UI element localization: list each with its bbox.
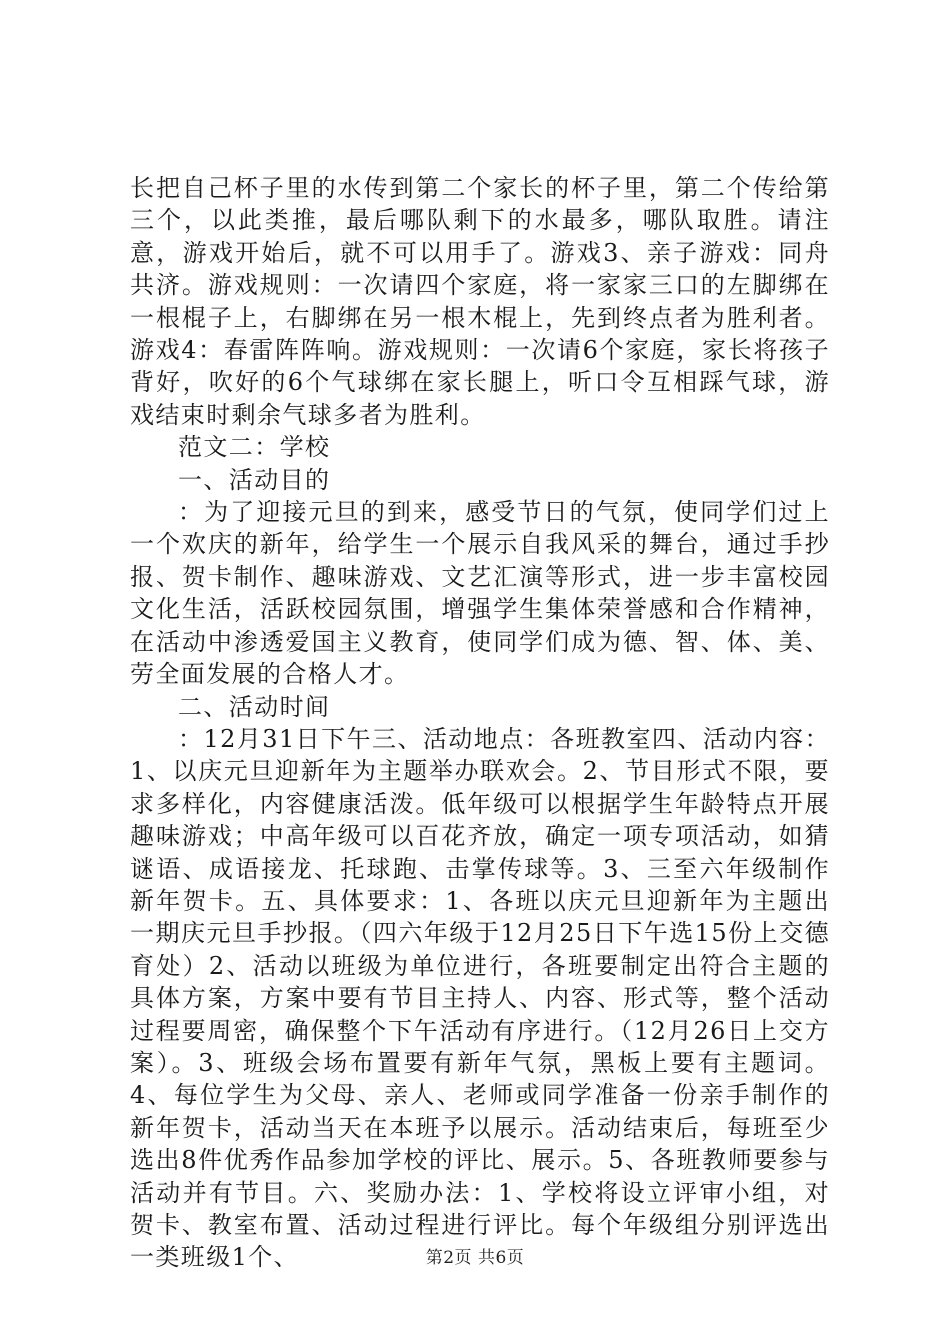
heading-sample-two: 范文二：学校 — [178, 433, 331, 462]
paragraph-games: 长把自己杯子里的水传到第二个家长的杯子里，第二个传给第三个，以此类推，最后哪队剩下的水最多，哪队取胜。请注意，游戏开始后，就不可以用手了。游戏3、亲子游戏：同舟共济。游戏规则：一次请四个家庭，将一家家三口的左脚绑在一根棍子上，右脚绑在另一根木棍上，先到终点者为胜利者。游戏4：春雷阵阵响。游戏规则：一次请6个家庭，家长将孩子背好，吹好的6个气球绑在家长腿上，听口令互相踩气球，游戏结束时剩余气球多者为胜利。 — [130, 174, 830, 429]
document-body — [130, 172, 830, 1274]
heading-activity-purpose: 一、活动目的 — [178, 465, 331, 494]
paragraph-activity-details: ：12月31日下午三、活动地点：各班教室四、活动内容：1、以庆元旦迎新年为主题举办联欢会。2、节目形式不限，要求多样化，内容健康活泼。低年级可以根据学生年龄特点开展趣味游戏；中高年级可以百花齐放，确定一项专项活动，如猜谜语、成语接龙、托球跑、击掌传球等。3、三至六年级制作新年贺卡。五、具体要求：1、各班以庆元旦迎新年为主题出一期庆元旦手抄报。（四六年级于12月25日下午选15份上交德育处）2、活动以班级为单位进行，各班要制定出符合主题的具体方案，方案中要有节目主持人、内容、形式等，整个活动过程要周密，确保整个下午活动有序进行。（12月26日上交方案）。3、班级会场布置要有新年气氛，黑板上要有主题词。4、每位学生为父母、亲人、老师或同学准备一份亲手制作的新年贺卡，活动当天在本班予以展示。活动结束后，每班至少选出8件优秀作品参加学校的评比、展示。5、各班教师要参与活动并有节目。六、奖励办法：1、学校将设立评审小组，对贺卡、教室布置、活动过程进行评比。每个年级组分别评选出一类班级1个、 — [130, 724, 830, 1272]
paragraph-activity-purpose: ：为了迎接元旦的到来，感受节日的气氛，使同学们过上一个欢庆的新年，给学生一个展示自我风采的舞台，通过手抄报、贺卡制作、趣味游戏、文艺汇演等形式，进一步丰富校园文化生活，活跃校园氛围，增强学生集体荣誉感和合作精神，在活动中渗透爱国主义教育，使同学们成为德、智、体、美、劳全面发展的合格人才。 — [130, 498, 830, 689]
heading-activity-time: 二、活动时间 — [178, 692, 331, 721]
page-number-footer: 第2页 共6页 — [425, 1248, 525, 1268]
